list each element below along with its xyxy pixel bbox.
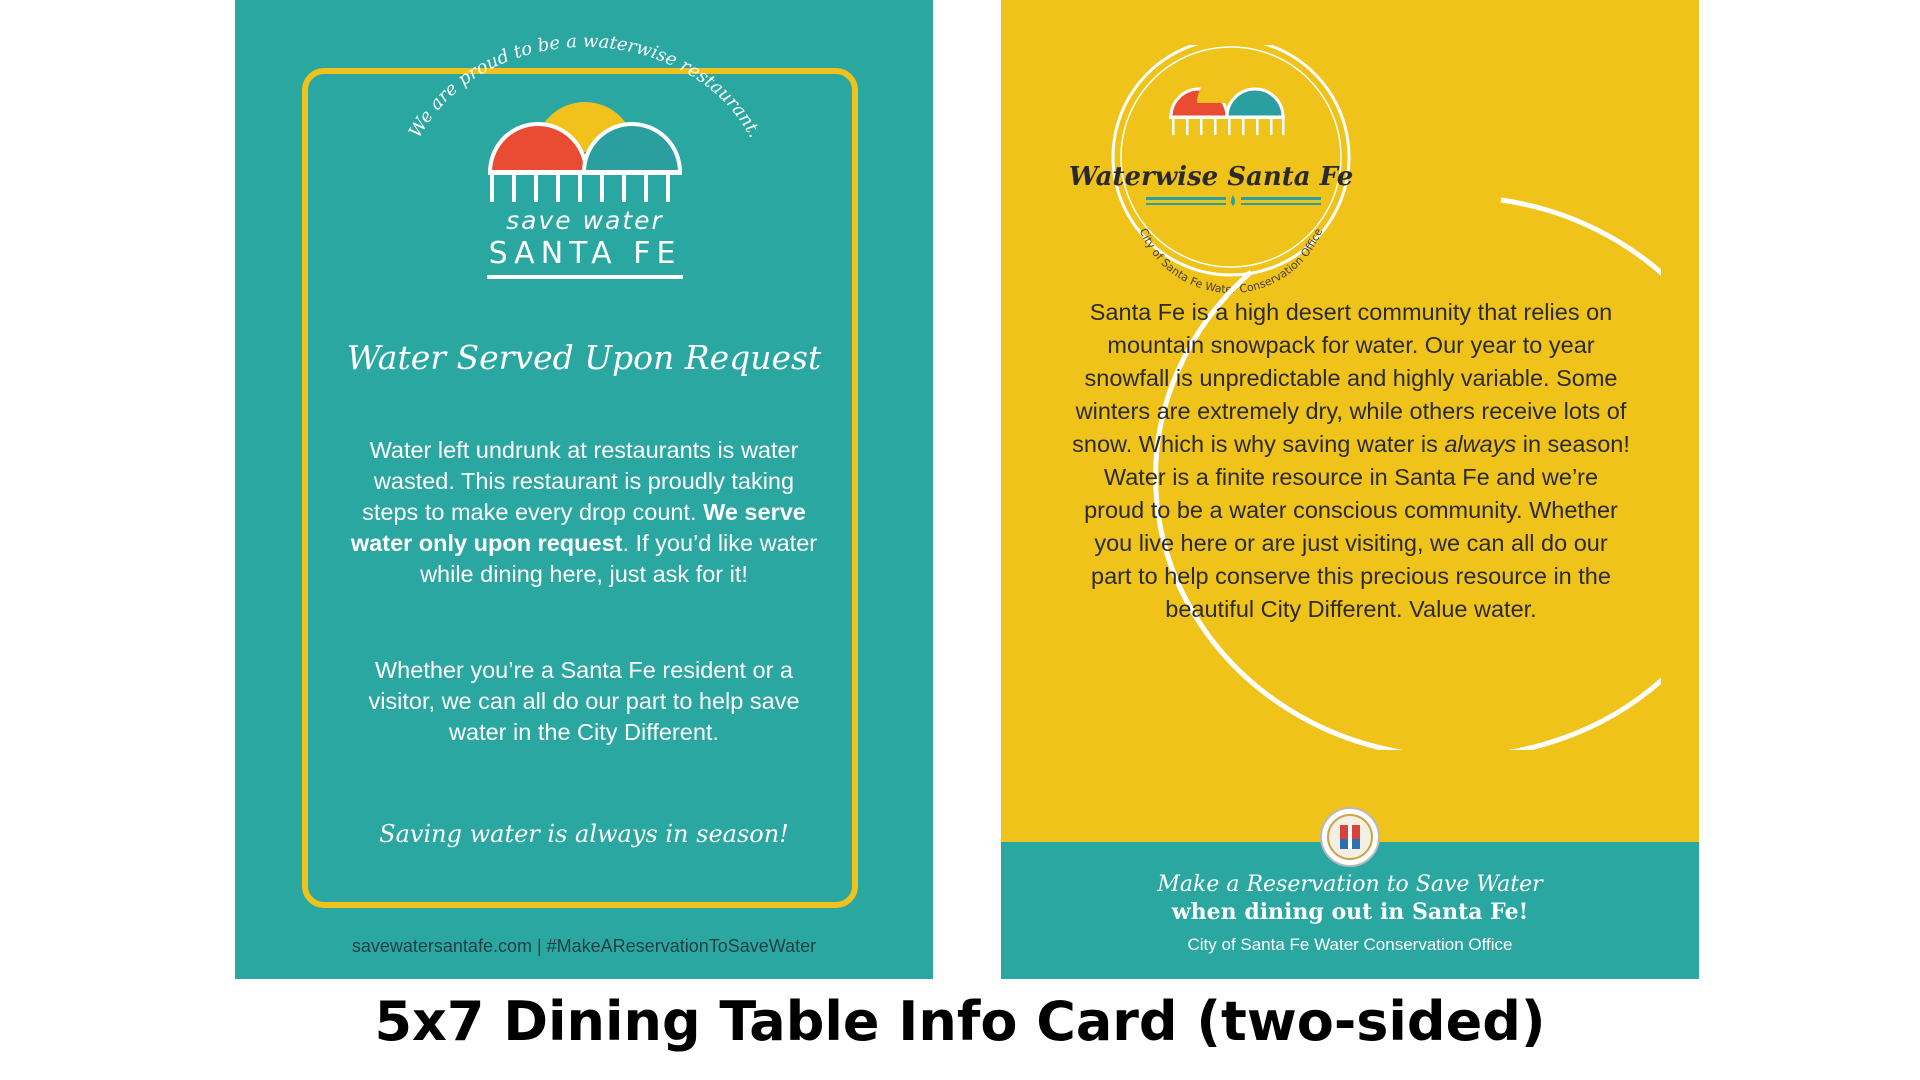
front-footer-links: savewatersantafe.com | #MakeAReservationToSaveWater: [351, 936, 817, 956]
back-paragraph-b: in season! Water is a finite resource in Santa Fe and we’re proud to be a water conscious community. Whether you live here or are just visiting, we can all do our part to help conserve this precious resource in the beautiful City Different. Value water.: [1084, 431, 1630, 622]
front-paragraph-1-a: Water left undrunk at restaurants is water wasted. This restaurant is proudly taking steps to make every drop count.: [362, 437, 799, 525]
save-water-logo-icon: [485, 82, 685, 206]
back-paragraph: [1071, 296, 1631, 626]
front-paragraph-1: [345, 435, 823, 590]
front-card: [235, 0, 933, 979]
logo-santa-fe: SANTA FE: [488, 236, 682, 271]
front-paragraph-1-b: . If you’d like water while dining here, just ask for it!: [420, 530, 818, 587]
front-tagline: Saving water is always in season!: [379, 820, 789, 848]
band-line-2: when dining out in Santa Fe!: [1171, 899, 1529, 925]
city-seal-icon: [1319, 806, 1381, 868]
seal-title: Waterwise Santa Fe: [1068, 162, 1354, 192]
svg-text:We are proud to be a waterwise: We are proud to be a waterwise restaurant.: [404, 30, 766, 142]
back-card: [1001, 0, 1699, 979]
back-paragraph-a: Santa Fe is a high desert community that relies on mountain snowpack for water. Our year to year snowfall is unpredictable and highly variable. Some winters are extremely dry, while others receive lots of snow. Which is why saving water is: [1072, 299, 1627, 457]
logo-underline: [487, 275, 683, 279]
logo-save-water: save water: [506, 206, 664, 235]
image-caption: 5x7 Dining Table Info Card (two-sided): [374, 990, 1546, 1053]
back-paragraph-italic: always: [1444, 431, 1517, 457]
front-paragraph-2: Whether you’re a Santa Fe resident or a visitor, we can all do our part to help save water in the City Different.: [368, 657, 800, 745]
front-title: Water Served Upon Request: [346, 338, 822, 377]
band-line-1: Make a Reservation to Save Water: [1157, 872, 1543, 897]
front-paragraph-1-bold: We serve water only upon request: [350, 499, 806, 556]
band-subtitle: City of Santa Fe Water Conservation Office: [1187, 935, 1513, 954]
svg-text:City of Santa Fe Water Conserv: City of Santa Fe Water Conservation Office: [1136, 226, 1326, 295]
